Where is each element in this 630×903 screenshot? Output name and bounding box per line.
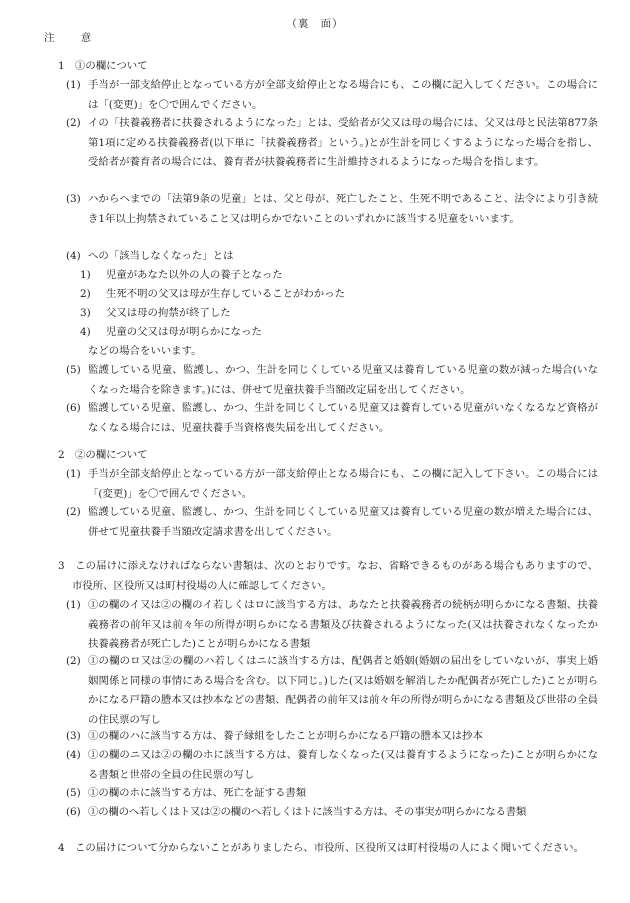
item-number: (3) (66, 193, 81, 205)
section-2-item-2 (66, 503, 598, 542)
sub-item-text: 児童の父又は母が明らかになった (106, 326, 262, 338)
sub-item-4 (80, 323, 262, 343)
sub-item-text: 児童があなた以外の人の養子となった (106, 269, 283, 281)
section-1-heading: 1 ①の欄について (58, 60, 148, 72)
section-3-item-4 (66, 746, 598, 785)
section-3-item-6 (66, 803, 598, 823)
item-number: (4) (66, 250, 81, 262)
section-2-item-1 (66, 465, 598, 504)
item-number: (1) (66, 79, 81, 91)
item-number: (2) (66, 655, 81, 667)
item-number: (2) (66, 506, 81, 518)
item-text: ①の欄のホに該当する方は、死亡を証する書類 (88, 787, 307, 799)
section-1-item-4 (66, 247, 598, 267)
section-3-item-5 (66, 784, 598, 804)
section-3-heading-text: 3 この届けに添えなければならない書類は、次のとおりです。なお、省略できるものがある場合もありますので、市役所、区役所又は町村役場の人に確認してください。 (58, 560, 598, 592)
item-text: 監護している児童、監護し、かつ、生計を同じくしている児童又は養育している児童の数が増えた場合には、併せて児童扶養手当額改定請求書を出してください。 (88, 506, 598, 538)
item-text: イの「扶養義務者に扶養されるようになった」とは、受給者が父又は母の場合には、父又は母と民法第877条第1項に定める扶養義務者(以下単に「扶養義務者」という。)とが生計を同じくするようになった場合を指し、受給者が養育者の場合には、養育者が扶養義務者に生計維持されるようになった場合を指します。 (88, 117, 598, 168)
item-text: 手当が一部支給停止となっている方が全部支給停止となる場合にも、この欄に記入してください。この場合には「(変更)」を〇で囲んでください。 (88, 79, 598, 111)
sub-items-tail: などの場合をいいます。 (88, 345, 202, 357)
item-text: 手当が全部支給停止となっている方が一部支給停止となる場合にも、この欄に記入して下さい。この場合には「(変更)」を〇で囲んでください。 (88, 468, 598, 500)
sub-item-3 (80, 304, 231, 324)
section-3-heading (58, 557, 598, 596)
page-title: （裏 面） (286, 18, 344, 30)
item-text: ハからヘまでの「法第9条の児童」とは、父と母が、死亡したこと、生死不明であること、法令により引き続き1年以上拘禁されていること又は明らかでないことのいずれかに該当する児童をいいます。 (88, 193, 598, 225)
sub-item-number: 1) (80, 269, 91, 281)
sub-item-number: 4) (80, 326, 91, 338)
item-text: ①の欄のロ又は②の欄のハ若しくはニに該当する方は、配偶者と婚姻(婚姻の届出をしていないが、事実上婚姻関係と同様の事情にある場合を含む。以下同じ。)した(又は婚姻を解消したか配偶者が死亡した)ことが明らかになる戸籍の謄本又は抄本などの書類、配偶者の前年又は前々年の所得が明らかになる書類及び世帯の全員の住民票の写し (88, 655, 598, 726)
section-3-item-1 (66, 596, 598, 655)
item-text: 監護している児童、監護し、かつ、生計を同じくしている児童又は養育している児童がいなくなるなど資格がなくなる場合には、児童扶養手当資格喪失届を出してください。 (88, 402, 598, 434)
sub-item-text: 父又は母の拘禁が終了した (106, 307, 231, 319)
item-number: (5) (66, 787, 81, 799)
sub-item-text: 生死不明の父又は母が生存していることがわかった (106, 288, 345, 300)
item-number: (1) (66, 599, 81, 611)
item-number: (3) (66, 730, 81, 742)
item-number: (6) (66, 402, 81, 414)
sub-item-2 (80, 285, 345, 305)
section-2-heading: 2 ②の欄について (58, 449, 148, 461)
item-number: (2) (66, 117, 81, 129)
section-3-item-2 (66, 652, 598, 730)
sub-item-number: 3) (80, 307, 91, 319)
item-number: (6) (66, 806, 81, 818)
item-text: ①の欄のへ若しくはト又は②の欄のへ若しくはトに該当する方は、その事実が明らかになる書類 (88, 806, 527, 818)
item-text: ①の欄のニ又は②の欄のホに該当する方は、養育しなくなった(又は養育するようになった)ことが明らかになる書類と世帯の全員の住民票の写し (88, 749, 598, 781)
item-number: (1) (66, 468, 81, 480)
section-1-item-3 (66, 190, 598, 229)
section-1-item-5 (66, 361, 598, 400)
section-3-item-3 (66, 727, 598, 747)
item-number: (4) (66, 749, 81, 761)
section-1-item-2 (66, 114, 598, 173)
item-text: ①の欄のハに該当する方は、養子縁組をしたことが明らかになる戸籍の謄本又は抄本 (88, 730, 483, 742)
item-text: への「該当しなくなった」とは (88, 250, 234, 262)
item-text: ①の欄のイ又は②の欄のイ若しくはロに該当する方は、あなたと扶養義務者の続柄が明らかになる書類、扶養義務者の前年又は前々年の所得が明らかになる書類及び扶養されるようになった(又は扶養されなくなったか扶養義務者が死亡した)ことが明らかになる書類 (88, 599, 598, 650)
section-4-text: 4 この届けについて分からないことがありましたら、市役所、区役所又は町村役場の人によく聞いてください。 (58, 842, 584, 854)
section-1-item-6 (66, 399, 598, 438)
item-text: 監護している児童、監護し、かつ、生計を同じくしている児童又は養育している児童の数が減った場合(いなくなった場合を除きます。)には、併せて児童扶養手当額改定届を出してください。 (88, 364, 598, 396)
sub-item-1 (80, 266, 283, 286)
section-4 (58, 839, 598, 859)
section-1-item-1 (66, 76, 598, 115)
item-number: (5) (66, 364, 81, 376)
sub-item-number: 2) (80, 288, 91, 300)
notice-heading: 注 意 (44, 32, 100, 44)
